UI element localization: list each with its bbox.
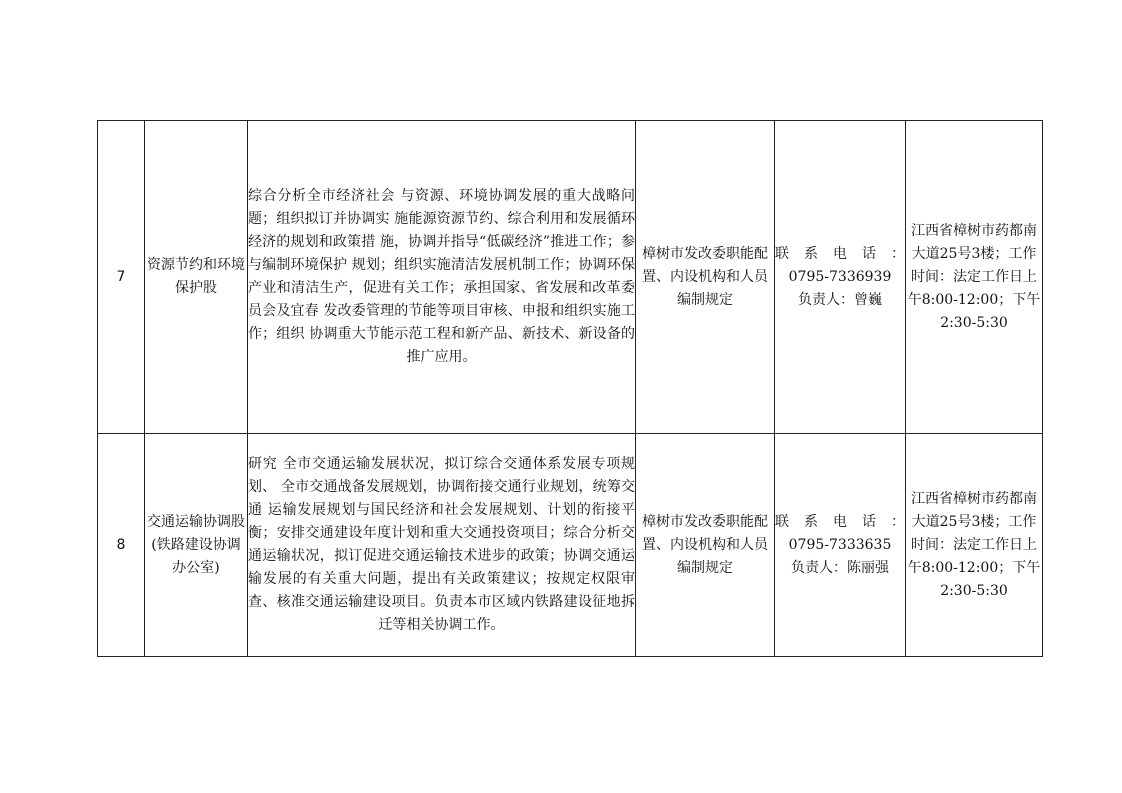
contact-phone-label: 联系电话： bbox=[775, 245, 905, 262]
duty-cell bbox=[248, 121, 636, 434]
contact-person: 负责人：陈丽强 bbox=[791, 559, 889, 576]
contact-cell bbox=[775, 121, 906, 434]
department-name: 资源节约和环境保护股 bbox=[145, 121, 248, 434]
address-hours: 江西省樟树市药都南大道25号3楼；工作时间：法定工作日上午8:00-12:00；下午2:30-5:30 bbox=[906, 121, 1043, 434]
basis-document: 樟树市发改委职能配置、内设机构和人员编制规定 bbox=[636, 121, 775, 434]
duty-description: 研究 全市交通运输发展状况，拟订综合交通体系发展专项规划、 全市交通战备发展规划，协调衔接交通行业规划，统筹交通 运输发展规划与国民经济和社会发展规划、计划的衔接平衡；安排交通建设年度计划和重大交通投资项目；综合分析交通运输状况，拟订促进交通运输技术进步的政策；协调交通运输发展的有关重大问题，提出有关政策建议；按规定权限审查、核准交通运输建设项目。负责本市区域内铁路建设征地拆迁等相关协调工作。 bbox=[248, 456, 635, 633]
address-hours: 江西省樟树市药都南大道25号3楼；工作时间：法定工作日上午8:00-12:00；下午2:30-5:30 bbox=[906, 434, 1043, 657]
row-number: 8 bbox=[98, 434, 145, 657]
contact-phone: 0795-7336939 bbox=[788, 268, 892, 285]
row-number: 7 bbox=[98, 121, 145, 434]
contact-phone: 0795-7333635 bbox=[788, 536, 892, 553]
contact-person: 负责人：曾巍 bbox=[798, 291, 882, 308]
duty-description: 综合分析全市经济社会 与资源、环境协调发展的重大战略问题；组织拟订并协调实 施能源资源节约、综合利用和发展循环经济的规划和政策措 施，协调并指导“低碳经济”推进工作；参与编制环境保护 规划；组织实施清洁发展机制工作；协调环保产业和清洁生产，促进有关工作；承担国家、省发展和改革委员会及宜春 发改委管理的节能等项目审核、申报和组织实施工作；组织 协调重大节能示范工程和新产品、新技术、新设备的推广应用。 bbox=[248, 188, 635, 365]
duty-cell bbox=[248, 434, 636, 657]
table-row bbox=[98, 121, 1043, 434]
department-info-table bbox=[97, 120, 1043, 657]
table-row bbox=[98, 434, 1043, 657]
contact-phone-label: 联系电话： bbox=[775, 513, 905, 530]
basis-document: 樟树市发改委职能配置、内设机构和人员编制规定 bbox=[636, 434, 775, 657]
contact-cell bbox=[775, 434, 906, 657]
department-name: 交通运输协调股(铁路建设协调办公室) bbox=[145, 434, 248, 657]
